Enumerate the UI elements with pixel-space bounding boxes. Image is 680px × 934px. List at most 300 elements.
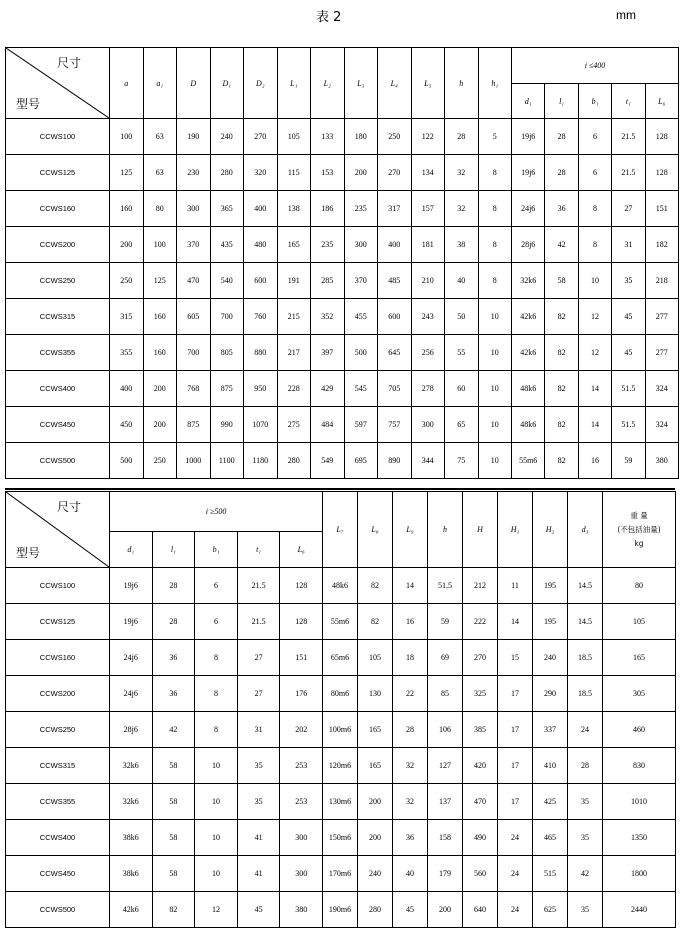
table-cell: 645 [378,335,412,371]
dimension-table-2 [5,491,676,928]
table-cell: 10 [195,784,238,820]
table-cell: 14 [578,371,611,407]
table-cell: 130 [358,676,393,712]
table-cell: 32 [445,191,479,227]
column-header: t₁ [237,532,280,568]
table-cell: 10 [195,820,238,856]
table-cell: 69 [428,640,463,676]
table-cell: 12 [195,892,238,928]
table-cell: 400 [244,191,278,227]
table-cell: 760 [244,299,278,335]
table-cell: 1100 [210,443,244,479]
column-header: L₈ [358,492,393,568]
table-cell: 158 [428,820,463,856]
column-header: L₄ [378,48,412,119]
table-cell: 115 [277,155,311,191]
table-cell: 32k6 [110,748,153,784]
column-header: L₆ [280,532,323,568]
model-cell: CCWS400 [6,371,110,407]
table-cell: 370 [344,263,378,299]
corner-bottom-label: 型号 [16,546,41,560]
model-cell: CCWS200 [6,676,110,712]
table-cell: 14.5 [568,604,603,640]
table-cell: 28 [445,119,479,155]
table-cell: 757 [378,407,412,443]
table-cell: 500 [110,443,144,479]
table-cell: 137 [428,784,463,820]
corner-bottom-label: 型号 [16,97,41,111]
table-cell: 120m6 [323,748,358,784]
table-cell: 42 [152,712,195,748]
column-header: L₃ [344,48,378,119]
table-cell: 179 [428,856,463,892]
table-cell: 10 [578,263,611,299]
table-cell: 17 [498,676,533,712]
table-cell: 600 [244,263,278,299]
table-cell: 200 [358,784,393,820]
table-cell: 1800 [603,856,676,892]
table-cell: 560 [463,856,498,892]
table-cell: 470 [463,784,498,820]
table-cell: 240 [358,856,393,892]
table-cell: 370 [177,227,211,263]
table-cell: 305 [603,676,676,712]
table-cell: 8 [578,191,611,227]
table-cell: 8 [195,640,238,676]
table-cell: 35 [568,820,603,856]
table-cell: 28j6 [512,227,545,263]
table-cell: 605 [177,299,211,335]
table-cell: 12 [578,299,611,335]
table-cell: 24 [568,712,603,748]
table-cell: 768 [177,371,211,407]
table-cell: 300 [177,191,211,227]
table-cell: 60 [445,371,479,407]
table-cell: 222 [463,604,498,640]
table-cell: 235 [311,227,345,263]
table-cell: 36 [393,820,428,856]
column-header: L₇ [323,492,358,568]
table-cell: 277 [645,335,678,371]
corner-top-label: 尺寸 [56,500,81,514]
table-cell: 6 [578,119,611,155]
table-cell: 51.5 [612,371,645,407]
table-cell: 515 [533,856,568,892]
table-cell: 128 [280,568,323,604]
column-header: H₁ [498,492,533,568]
group-header: i ≤400 [512,48,679,84]
table-cell: 45 [612,335,645,371]
table-cell: 42 [545,227,578,263]
table-cell: 63 [143,155,177,191]
table-cell: 186 [311,191,345,227]
table-cell: 48k6 [512,407,545,443]
corner-top-label: 尺寸 [56,56,81,70]
table-cell: 24 [498,856,533,892]
table-cell: 950 [244,371,278,407]
column-header: b₁ [578,84,611,119]
table-cell: 600 [378,299,412,335]
table-cell: 58 [545,263,578,299]
table-cell: 218 [645,263,678,299]
table-cell: 195 [533,568,568,604]
table-cell: 240 [533,640,568,676]
table-cell: 51.5 [428,568,463,604]
table-cell: 290 [533,676,568,712]
table-cell: 100 [143,227,177,263]
table-cell: 28 [545,119,578,155]
table-row [6,191,679,227]
table-cell: 429 [311,371,345,407]
model-cell: CCWS355 [6,335,110,371]
table-cell: 50 [445,299,479,335]
table-cell: 55m6 [323,604,358,640]
table-cell: 397 [311,335,345,371]
model-cell: CCWS160 [6,191,110,227]
table-cell: 82 [545,299,578,335]
table-row [6,443,679,479]
table-cell: 16 [578,443,611,479]
table-cell: 105 [603,604,676,640]
table-cell: 127 [428,748,463,784]
table-cell: 200 [143,371,177,407]
table-cell: 19j6 [110,568,153,604]
table-cell: 1010 [603,784,676,820]
table-cell: 230 [177,155,211,191]
table-cell: 134 [411,155,445,191]
column-header: t₁ [612,84,645,119]
weight-header-line: kg [634,538,644,548]
table-cell: 41 [237,856,280,892]
table-cell: 40 [393,856,428,892]
table-cell: 5 [478,119,512,155]
table-cell: 106 [428,712,463,748]
table-cell: 300 [280,820,323,856]
model-cell: CCWS125 [6,604,110,640]
table-cell: 45 [612,299,645,335]
table-cell: 42k6 [512,335,545,371]
table-cell: 151 [645,191,678,227]
table-cell: 12 [578,335,611,371]
table-cell: 14 [578,407,611,443]
table-cell: 344 [411,443,445,479]
table-cell: 22 [393,676,428,712]
model-cell: CCWS100 [6,119,110,155]
table-cell: 8 [478,191,512,227]
table-cell: 480 [244,227,278,263]
table-cell: 300 [280,856,323,892]
table-cell: 24j6 [110,640,153,676]
table-cell: 253 [280,748,323,784]
table-cell: 80m6 [323,676,358,712]
table-row [6,119,679,155]
table-cell: 278 [411,371,445,407]
table-cell: 14 [393,568,428,604]
table-cell: 875 [210,371,244,407]
table-cell: 16 [393,604,428,640]
column-header: H [463,492,498,568]
table-row [6,784,676,820]
table-cell: 490 [463,820,498,856]
table-cell: 270 [244,119,278,155]
table-cell: 21.5 [612,119,645,155]
table-cell: 455 [344,299,378,335]
table-row [6,299,679,335]
table-cell: 42k6 [512,299,545,335]
dimension-table-1 [5,47,679,479]
column-header: L₅ [411,48,445,119]
table-cell: 165 [603,640,676,676]
table-cell: 14.5 [568,568,603,604]
table-cell: 6 [195,568,238,604]
table-cell: 28j6 [110,712,153,748]
table-cell: 200 [110,227,144,263]
table-cell: 805 [210,335,244,371]
table-cell: 200 [358,820,393,856]
table-cell: 82 [545,371,578,407]
table-cell: 82 [545,407,578,443]
table-cell: 200 [428,892,463,928]
table-cell: 165 [358,712,393,748]
column-header: L₆ [645,84,678,119]
column-header: h₁ [478,48,512,119]
table-cell: 18 [393,640,428,676]
table-cell: 105 [358,640,393,676]
model-cell: CCWS200 [6,227,110,263]
table-cell: 59 [612,443,645,479]
table-cell: 890 [378,443,412,479]
table-cell: 151 [280,640,323,676]
table-cell: 165 [277,227,311,263]
table-cell: 10 [478,371,512,407]
table-cell: 28 [152,568,195,604]
table-cell: 100 [110,119,144,155]
table-cell: 315 [110,299,144,335]
table-cell: 58 [152,784,195,820]
table-cell: 82 [358,568,393,604]
model-cell: CCWS100 [6,568,110,604]
table-cell: 400 [378,227,412,263]
table-cell: 235 [344,191,378,227]
model-cell: CCWS250 [6,712,110,748]
table-cell: 82 [545,335,578,371]
table-cell: 317 [378,191,412,227]
table-cell: 210 [411,263,445,299]
table-cell: 250 [110,263,144,299]
table-cell: 122 [411,119,445,155]
model-cell: CCWS450 [6,407,110,443]
table-cell: 80 [603,568,676,604]
table-cell: 880 [244,335,278,371]
table-cell: 500 [344,335,378,371]
table-cell: 48k6 [512,371,545,407]
table-row [6,371,679,407]
table-cell: 65 [445,407,479,443]
table-cell: 58 [152,820,195,856]
table-cell: 133 [311,119,345,155]
column-header: d₁ [110,532,153,568]
table-cell: 45 [393,892,428,928]
corner-header [6,48,110,119]
table-cell: 128 [280,604,323,640]
table-cell: 130m6 [323,784,358,820]
model-cell: CCWS400 [6,820,110,856]
table-cell: 19j6 [512,155,545,191]
table-cell: 280 [277,443,311,479]
table-cell: 243 [411,299,445,335]
table-cell: 275 [277,407,311,443]
table-cell: 240 [210,119,244,155]
table-cell: 200 [143,407,177,443]
table-cell: 1070 [244,407,278,443]
table-cell: 35 [568,784,603,820]
table-cell: 35 [612,263,645,299]
table-cell: 400 [110,371,144,407]
table-cell: 625 [533,892,568,928]
table-separator [5,488,675,490]
weight-header-line: (不包括油量) [617,524,661,534]
column-header: h [428,492,463,568]
table-cell: 165 [358,748,393,784]
table-cell: 125 [143,263,177,299]
table-cell: 63 [143,119,177,155]
table-cell: 202 [280,712,323,748]
table-cell: 485 [378,263,412,299]
table-cell: 280 [358,892,393,928]
table-cell: 640 [463,892,498,928]
table-cell: 55m6 [512,443,545,479]
table-cell: 180 [344,119,378,155]
table-cell: 355 [110,335,144,371]
table-cell: 24 [498,820,533,856]
table-cell: 153 [311,155,345,191]
table-cell: 380 [280,892,323,928]
table-caption: 表 2 [316,10,342,25]
table-cell: 830 [603,748,676,784]
table-cell: 27 [237,640,280,676]
table-row [6,407,679,443]
weight-header-line: 重 量 [630,510,648,520]
table-row [6,155,679,191]
table-cell: 45 [237,892,280,928]
model-cell: CCWS315 [6,748,110,784]
table-row [6,820,676,856]
table-cell: 17 [498,748,533,784]
table-cell: 21.5 [612,155,645,191]
column-header: H₂ [533,492,568,568]
table-cell: 250 [378,119,412,155]
table-cell: 705 [378,371,412,407]
table-cell: 8 [478,227,512,263]
group-header: i ≥500 [110,492,323,532]
table-cell: 160 [110,191,144,227]
table-cell: 160 [143,335,177,371]
table-cell: 24j6 [110,676,153,712]
table-cell: 21.5 [237,604,280,640]
table-cell: 190 [177,119,211,155]
column-header: a [110,48,144,119]
table-cell: 42k6 [110,892,153,928]
model-cell: CCWS500 [6,892,110,928]
table-cell: 35 [237,748,280,784]
table-cell: 420 [463,748,498,784]
table-cell: 470 [177,263,211,299]
column-header: L₉ [393,492,428,568]
table-cell: 484 [311,407,345,443]
table-cell: 28 [545,155,578,191]
table-cell: 2440 [603,892,676,928]
table-cell: 435 [210,227,244,263]
table-cell: 36 [545,191,578,227]
table-cell: 228 [277,371,311,407]
table-cell: 10 [478,335,512,371]
column-header: h [445,48,479,119]
table-cell: 24 [498,892,533,928]
table-cell: 1000 [177,443,211,479]
table-cell: 28 [152,604,195,640]
table-cell: 32 [445,155,479,191]
table-cell: 181 [411,227,445,263]
table-cell: 300 [411,407,445,443]
table-cell: 35 [237,784,280,820]
table-cell: 320 [244,155,278,191]
table-cell: 82 [152,892,195,928]
table-cell: 80 [143,191,177,227]
table-cell: 380 [645,443,678,479]
table-cell: 125 [110,155,144,191]
table-cell: 28 [568,748,603,784]
table-cell: 10 [478,407,512,443]
table-cell: 212 [463,568,498,604]
column-header: l₁ [152,532,195,568]
table-cell: 8 [195,712,238,748]
table-row [6,263,679,299]
table-cell: 128 [645,155,678,191]
table-cell: 540 [210,263,244,299]
table-cell: 100m6 [323,712,358,748]
table-cell: 545 [344,371,378,407]
corner-header [6,492,110,568]
table-cell: 465 [533,820,568,856]
table-cell: 10 [195,856,238,892]
table-cell: 215 [277,299,311,335]
table-cell: 18.5 [568,676,603,712]
table-cell: 38k6 [110,820,153,856]
table-cell: 15 [498,640,533,676]
table-row [6,227,679,263]
table-cell: 200 [344,155,378,191]
table-cell: 19j6 [110,604,153,640]
table-cell: 597 [344,407,378,443]
table-row [6,712,676,748]
table-row [6,676,676,712]
table-cell: 31 [237,712,280,748]
table-cell: 270 [378,155,412,191]
column-header: L₁ [277,48,311,119]
table-cell: 32k6 [110,784,153,820]
table-cell: 549 [311,443,345,479]
table-cell: 41 [237,820,280,856]
table-cell: 425 [533,784,568,820]
table-cell: 157 [411,191,445,227]
table-cell: 6 [578,155,611,191]
table-cell: 27 [612,191,645,227]
table-row [6,748,676,784]
table-row [6,640,676,676]
table-cell: 6 [195,604,238,640]
model-cell: CCWS500 [6,443,110,479]
model-cell: CCWS125 [6,155,110,191]
